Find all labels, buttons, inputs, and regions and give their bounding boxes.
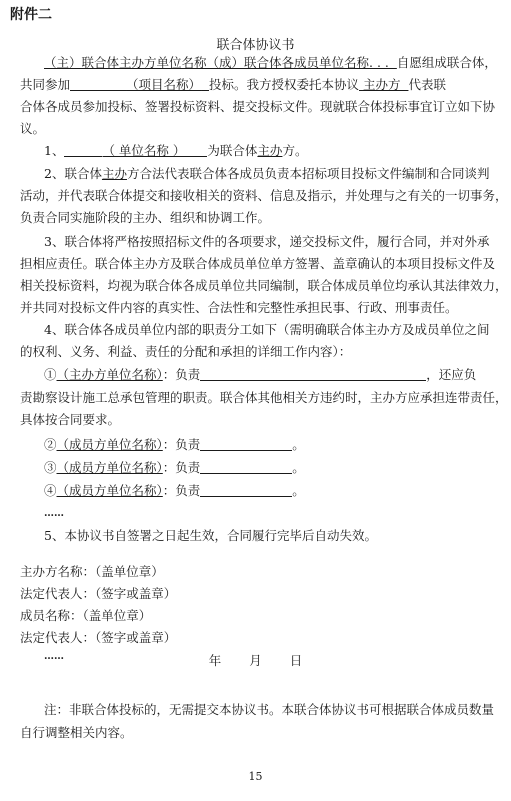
clause-2-line-2: 活动，并代表联合体提交和接收相关的资料、信息及指示，并处理与之有关的一切事务，: [20, 188, 508, 203]
host-duty-field[interactable]: [200, 366, 426, 381]
clause-1: 1、 （ 单位名称 ） 为联合体主办方。: [44, 143, 308, 158]
ellipsis: ……: [44, 651, 64, 662]
blank-field[interactable]: [64, 142, 102, 157]
host-duty-line-3: 具体按合同要求。: [20, 412, 121, 427]
host-signature-line: 主办方名称：（盖单位章）: [20, 564, 164, 579]
member-duty-line: ③（成员方单位名称）：负责 。: [44, 460, 305, 475]
annex-label: 附件二: [10, 7, 52, 23]
member-signature-line: 成员名称：（盖单位章）: [20, 608, 152, 623]
clause-2-line-1: 2、联合体主办方合法代表联合体各成员负责本招标项目投标文件编制和合同谈判: [44, 166, 490, 181]
member-duty-field[interactable]: [200, 436, 292, 451]
document-title: 联合体协议书: [216, 38, 295, 53]
legal-rep-signature-line: 法定代表人：（签字或盖章）: [20, 586, 177, 601]
ellipsis: ……: [44, 508, 64, 519]
member-duty-line: ④（成员方单位名称）：负责 。: [44, 483, 305, 498]
blank-field[interactable]: [70, 76, 126, 91]
host-label: 主办方: [362, 77, 401, 92]
member-duty-line: ②（成员方单位名称）：负责 。: [44, 437, 305, 452]
day-label: 日: [289, 653, 303, 668]
project-name-field: （项目名称）: [126, 77, 202, 92]
clause-3-line-2: 担相应责任。联合体主办方及联合体成员单位单方签署、盖章确认的本项目投标文件及: [20, 256, 496, 271]
intro-line-2: 共同参加 （项目名称） 投标。我方授权委托本协议 主办方 代表联: [20, 77, 446, 92]
host-duty-line: ①（主办方单位名称）：负责 ，还应负: [44, 367, 477, 382]
clause-5: 5、本协议书自签署之日起生效，合同履行完毕后自动失效。: [44, 528, 377, 543]
year-label: 年: [208, 653, 222, 668]
clause-3-line-4: 并共同对投标文件内容的真实性、合法性和完整性承担民事、行政、刑事责任。: [20, 300, 458, 315]
intro-line-4: 议。: [20, 121, 46, 136]
clause-3-line-3: 相关投标资料，均视为联合体各成员单位共同编制，联合体成员单位均承认其法律效力，: [20, 278, 508, 293]
clause-4-line-1: 4、联合体各成员单位内部的职责分工如下（需明确联合体主办方及成员单位之间: [44, 322, 490, 337]
intro-line-3: 合体各成员参加投标、签署投标资料、提交投标文件。现就联合体投标事宜订立如下协: [20, 99, 496, 114]
note-line-2: 自行调整相关内容。: [20, 725, 133, 740]
member-unit-name: （成员方单位名称）: [56, 460, 163, 475]
month-label: 月: [249, 653, 262, 668]
legal-rep-signature-line: 法定代表人：（签字或盖章）: [20, 630, 177, 645]
page-number: 15: [248, 770, 263, 783]
date-line: [0, 651, 511, 669]
member-unit-name: （成员方单位名称）: [56, 483, 163, 498]
member-duty-field[interactable]: [200, 482, 292, 497]
host-unit-name: （主办方单位名称）: [56, 367, 163, 382]
host-duty-line-2: 责勘察设计施工总承包管理的职责。联合体其他相关方违约时，主办方应承担连带责任，: [20, 390, 508, 405]
clause-3-line-1: 3、联合体将严格按照招标文件的各项要求，递交投标文件，履行合同，并对外承: [44, 234, 490, 249]
member-unit-name: （成员方单位名称）: [56, 437, 163, 452]
intro-party-names: （主）联合体主办方单位名称（成）联合体各成员单位名称: [44, 55, 370, 70]
note-line-1: 注：非联合体投标的，无需提交本协议书。本联合体协议书可根据联合体成员数量: [44, 702, 495, 717]
member-duty-field[interactable]: [200, 459, 292, 474]
clause-4-line-2: 的权利、义务、利益、责任的分配和承担的详细工作内容）：: [20, 344, 352, 359]
clause-2-line-3: 负责合同实施阶段的主办、组织和协调工作。: [20, 210, 271, 225]
intro-line-1: （主）联合体主办方单位名称（成）联合体各成员单位名称. . . 自愿组成联合体，: [44, 55, 497, 70]
